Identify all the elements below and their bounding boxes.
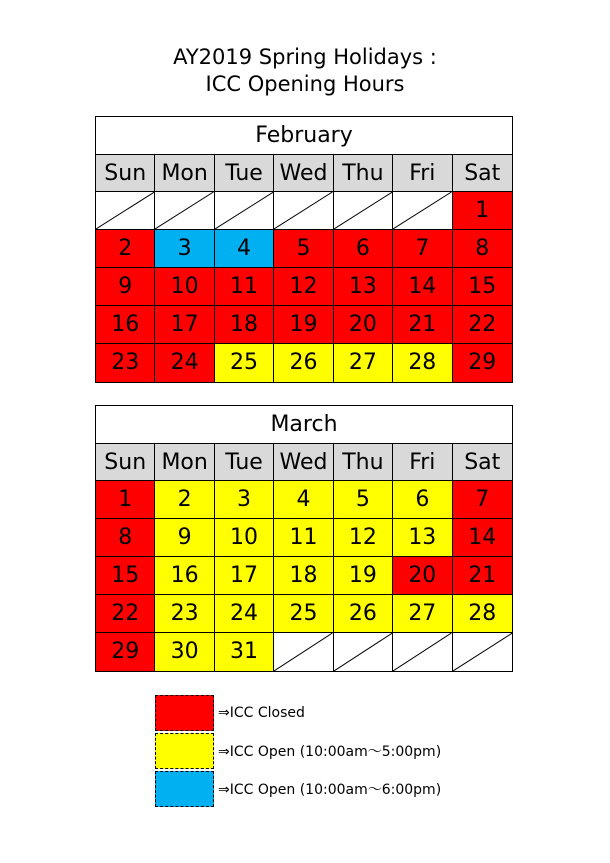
calendar-february [95, 116, 513, 383]
month-header: February [96, 117, 512, 155]
day-cell: 29 [96, 633, 155, 671]
day-cell: 27 [393, 595, 452, 633]
week-row [96, 344, 512, 382]
day-cell: 21 [453, 557, 512, 595]
day-cell: 21 [393, 306, 452, 344]
week-row [96, 595, 512, 633]
day-cell: 12 [334, 519, 393, 557]
day-cell: 19 [334, 557, 393, 595]
day-cell: 5 [334, 481, 393, 519]
day-cell: 14 [453, 519, 512, 557]
day-cell: 20 [393, 557, 452, 595]
day-cell: 15 [453, 268, 512, 306]
day-cell: 30 [155, 633, 214, 671]
day-cell: 18 [274, 557, 333, 595]
weekday-header-row [96, 155, 512, 192]
day-cell: 9 [96, 268, 155, 306]
title-line-2: ICC Opening Hours [205, 72, 405, 96]
day-cell: 4 [274, 481, 333, 519]
week-row [96, 519, 512, 557]
day-cell: 7 [453, 481, 512, 519]
empty-day-cell [334, 192, 393, 230]
diagonal-slash [393, 633, 451, 671]
day-cell: 18 [215, 306, 274, 344]
day-cell: 6 [334, 230, 393, 268]
day-cell: 16 [96, 306, 155, 344]
day-cell: 17 [215, 557, 274, 595]
diagonal-slash [334, 633, 392, 671]
legend-swatch [155, 695, 214, 731]
week-row [96, 481, 512, 519]
weekday-tue: Tue [215, 155, 274, 192]
day-cell: 27 [334, 344, 393, 382]
weekday-thu: Thu [334, 444, 393, 481]
empty-day-cell [274, 192, 333, 230]
day-cell: 20 [334, 306, 393, 344]
empty-day-cell [393, 633, 452, 671]
day-cell: 26 [334, 595, 393, 633]
day-cell: 28 [393, 344, 452, 382]
legend-item [155, 694, 441, 731]
weekday-header-row [96, 444, 512, 481]
weekday-sat: Sat [453, 155, 512, 192]
day-cell: 9 [155, 519, 214, 557]
week-row [96, 230, 512, 268]
day-cell: 8 [96, 519, 155, 557]
weekday-mon: Mon [155, 444, 214, 481]
legend-label: ⇒ICC Open (10:00am～5:00pm) [218, 743, 442, 760]
legend-item [155, 770, 441, 807]
day-cell: 31 [215, 633, 274, 671]
week-row [96, 633, 512, 671]
empty-day-cell [393, 192, 452, 230]
legend-swatch [155, 771, 214, 807]
diagonal-slash [274, 192, 332, 229]
day-cell: 29 [453, 344, 512, 382]
week-row [96, 306, 512, 344]
legend [155, 694, 441, 808]
diagonal-slash [215, 192, 273, 229]
day-cell: 3 [155, 230, 214, 268]
day-cell: 24 [155, 344, 214, 382]
day-cell: 4 [215, 230, 274, 268]
day-cell: 17 [155, 306, 214, 344]
weekday-thu: Thu [334, 155, 393, 192]
page-title [0, 44, 610, 98]
day-cell: 10 [155, 268, 214, 306]
day-cell: 23 [155, 595, 214, 633]
day-cell: 19 [274, 306, 333, 344]
empty-day-cell [334, 633, 393, 671]
diagonal-slash [334, 192, 392, 229]
weekday-sat: Sat [453, 444, 512, 481]
empty-day-cell [453, 633, 512, 671]
legend-item [155, 732, 441, 769]
day-cell: 22 [453, 306, 512, 344]
day-cell: 25 [215, 344, 274, 382]
day-cell: 22 [96, 595, 155, 633]
weekday-mon: Mon [155, 155, 214, 192]
day-cell: 16 [155, 557, 214, 595]
legend-swatch [155, 733, 214, 769]
empty-day-cell [155, 192, 214, 230]
day-cell: 24 [215, 595, 274, 633]
day-cell: 23 [96, 344, 155, 382]
calendar-march [95, 405, 513, 672]
day-cell: 13 [334, 268, 393, 306]
day-cell: 10 [215, 519, 274, 557]
legend-label: ⇒ICC Closed [218, 704, 305, 721]
day-cell: 15 [96, 557, 155, 595]
day-cell: 14 [393, 268, 452, 306]
day-cell: 1 [96, 481, 155, 519]
day-cell: 6 [393, 481, 452, 519]
day-cell: 13 [393, 519, 452, 557]
empty-day-cell [215, 192, 274, 230]
day-cell: 11 [274, 519, 333, 557]
week-row [96, 268, 512, 306]
weekday-sun: Sun [96, 155, 155, 192]
day-cell: 8 [453, 230, 512, 268]
day-cell: 1 [453, 192, 512, 230]
weekday-fri: Fri [393, 155, 452, 192]
weekday-wed: Wed [274, 444, 333, 481]
title-line-1: AY2019 Spring Holidays : [173, 45, 437, 69]
empty-day-cell [274, 633, 333, 671]
day-cell: 3 [215, 481, 274, 519]
weekday-sun: Sun [96, 444, 155, 481]
weekday-fri: Fri [393, 444, 452, 481]
month-header: March [96, 406, 512, 444]
diagonal-slash [274, 633, 332, 671]
diagonal-slash [393, 192, 451, 229]
legend-label: ⇒ICC Open (10:00am～6:00pm) [218, 781, 442, 798]
day-cell: 7 [393, 230, 452, 268]
day-cell: 26 [274, 344, 333, 382]
day-cell: 2 [96, 230, 155, 268]
diagonal-slash [96, 192, 154, 229]
weekday-wed: Wed [274, 155, 333, 192]
day-cell: 11 [215, 268, 274, 306]
weekday-tue: Tue [215, 444, 274, 481]
day-cell: 28 [453, 595, 512, 633]
day-cell: 12 [274, 268, 333, 306]
diagonal-slash [453, 633, 512, 671]
week-row [96, 192, 512, 230]
day-cell: 25 [274, 595, 333, 633]
week-row [96, 557, 512, 595]
diagonal-slash [155, 192, 213, 229]
empty-day-cell [96, 192, 155, 230]
day-cell: 2 [155, 481, 214, 519]
day-cell: 5 [274, 230, 333, 268]
